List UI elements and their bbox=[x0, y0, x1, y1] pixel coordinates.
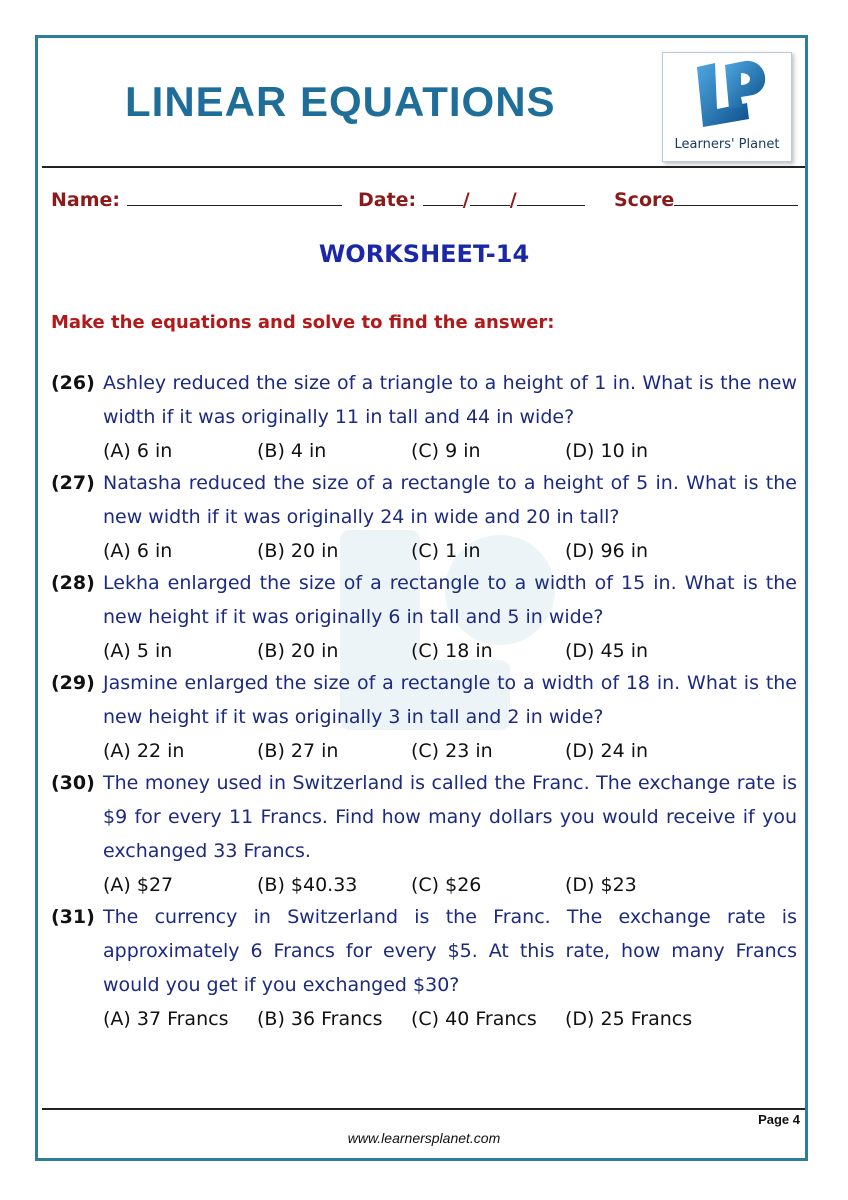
option-d[interactable]: (D) 24 in bbox=[565, 740, 649, 762]
option-a[interactable]: (A) 37 Francs bbox=[103, 1008, 229, 1030]
header-divider bbox=[42, 166, 805, 168]
question-number: (31) bbox=[51, 906, 95, 928]
question-text: Jasmine enlarged the size of a rectangle to a width of 18 in. What is the new height if it was originally 3 in tall and 2 in wide? bbox=[103, 672, 797, 728]
option-b[interactable]: (B) $40.33 bbox=[257, 874, 358, 896]
name-blank[interactable] bbox=[127, 187, 342, 206]
footer-divider bbox=[42, 1108, 805, 1110]
question-text: Lekha enlarged the size of a rectangle to a width of 15 in. What is the new height if it was originally 6 in tall and 5 in wide? bbox=[103, 572, 797, 628]
option-c[interactable]: (C) 23 in bbox=[411, 740, 493, 762]
date-separator-2: / bbox=[509, 189, 517, 211]
option-c[interactable]: (C) 40 Francs bbox=[411, 1008, 537, 1030]
date-label: Date: bbox=[358, 189, 417, 211]
page-title: LINEAR EQUATIONS bbox=[125, 78, 556, 125]
worksheet-title: WORKSHEET-14 bbox=[318, 240, 530, 268]
option-c[interactable]: (C) 18 in bbox=[411, 640, 493, 662]
date-month-blank[interactable] bbox=[423, 187, 463, 206]
option-b[interactable]: (B) 36 Francs bbox=[257, 1008, 383, 1030]
score-blank[interactable] bbox=[674, 187, 798, 206]
option-a[interactable]: (A) $27 bbox=[103, 874, 174, 896]
option-d[interactable]: (D) $23 bbox=[565, 874, 637, 896]
date-day-blank[interactable] bbox=[470, 187, 510, 206]
option-a[interactable]: (A) 22 in bbox=[103, 740, 185, 762]
question-text: The currency in Switzerland is the Franc. The exchange rate is approximately 6 Francs for every $5. At this rate, how many Francs would you get if you exchanged $30? bbox=[103, 906, 797, 996]
question-text: Ashley reduced the size of a triangle to a height of 1 in. What is the new width if it was originally 11 in tall and 44 in wide? bbox=[103, 372, 797, 428]
logo-text: Learners' Planet bbox=[674, 137, 780, 152]
learners-planet-logo bbox=[662, 52, 792, 162]
option-c[interactable]: (C) 9 in bbox=[411, 440, 481, 462]
option-b[interactable]: (B) 4 in bbox=[257, 440, 327, 462]
option-a[interactable]: (A) 5 in bbox=[103, 640, 173, 662]
lp-logo-icon bbox=[663, 53, 791, 137]
option-a[interactable]: (A) 6 in bbox=[103, 440, 173, 462]
question-text: Natasha reduced the size of a rectangle to a height of 5 in. What is the new width if it was originally 24 in wide and 20 in tall? bbox=[103, 472, 797, 528]
option-c[interactable]: (C) 1 in bbox=[411, 540, 481, 562]
name-field bbox=[51, 187, 342, 211]
date-field bbox=[358, 187, 585, 211]
name-label: Name: bbox=[51, 189, 121, 211]
question-number: (27) bbox=[51, 472, 95, 494]
question-text: The money used in Switzerland is called the Franc. The exchange rate is $9 for every 11 Francs. Find how many dollars you would receive if you exchanged 33 Francs. bbox=[103, 772, 797, 862]
option-c[interactable]: (C) $26 bbox=[411, 874, 482, 896]
question-number: (29) bbox=[51, 672, 95, 694]
score-label: Score bbox=[614, 189, 675, 211]
date-separator-1: / bbox=[462, 189, 470, 211]
score-field bbox=[614, 187, 798, 211]
option-d[interactable]: (D) 96 in bbox=[565, 540, 649, 562]
footer-url[interactable]: www.learnersplanet.com bbox=[347, 1130, 501, 1146]
option-d[interactable]: (D) 10 in bbox=[565, 440, 649, 462]
page-number: Page 4 bbox=[758, 1112, 800, 1127]
option-b[interactable]: (B) 20 in bbox=[257, 640, 339, 662]
question-number: (30) bbox=[51, 772, 95, 794]
option-d[interactable]: (D) 25 Francs bbox=[565, 1008, 693, 1030]
option-b[interactable]: (B) 20 in bbox=[257, 540, 339, 562]
option-d[interactable]: (D) 45 in bbox=[565, 640, 649, 662]
option-b[interactable]: (B) 27 in bbox=[257, 740, 339, 762]
question-number: (28) bbox=[51, 572, 95, 594]
date-year-blank[interactable] bbox=[517, 187, 585, 206]
question-number: (26) bbox=[51, 372, 95, 394]
instruction: Make the equations and solve to find the answer: bbox=[51, 312, 555, 333]
option-a[interactable]: (A) 6 in bbox=[103, 540, 173, 562]
